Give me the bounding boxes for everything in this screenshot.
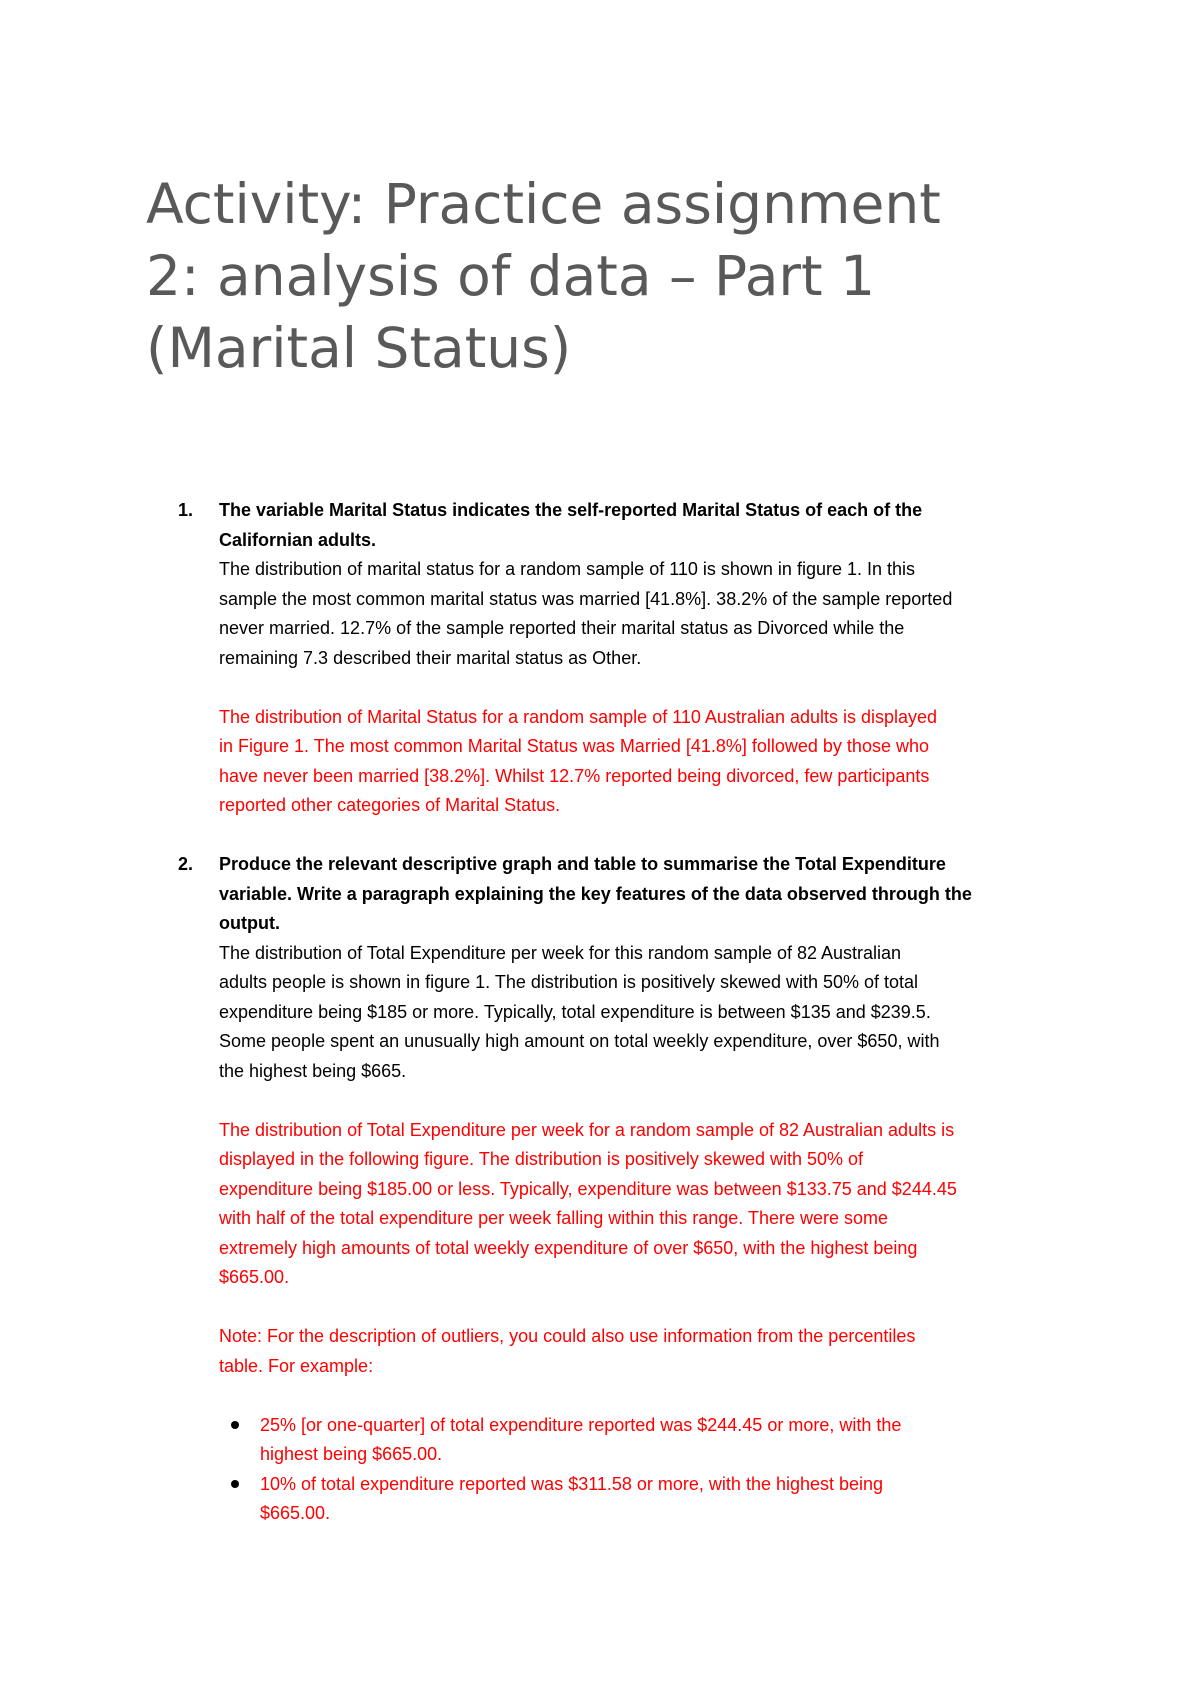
- paragraph-gap: [219, 1086, 1078, 1116]
- model-answer-line: in Figure 1. The most common Marital Status was Married [41.8%] followed by those who: [219, 736, 929, 756]
- answer-line: sample the most common marital status was married [41.8%]. 38.2% of the sample reported: [219, 588, 953, 609]
- model-answer-line: The distribution of Total Expenditure per week for a random sample of 82 Australian adults is: [219, 1119, 955, 1140]
- prompt-line: The variable Marital Status indicates the self-reported Marital Status of each of the: [219, 500, 923, 520]
- model-answer-line: displayed in the following figure. The distribution is positively skewed with 50% of: [219, 1149, 864, 1169]
- model-answer-line: with half of the total expenditure per week falling within this range. There were some: [219, 1208, 889, 1228]
- question-2-body: [219, 850, 1078, 1529]
- bullet-line: highest being $665.00.: [260, 1444, 443, 1464]
- bullet-line: 25% [or one-quarter] of total expenditure reported was $244.45 or more, with the: [260, 1414, 902, 1435]
- question-2: [178, 850, 1078, 1529]
- paragraph-gap: [219, 1381, 1078, 1411]
- question-number: 1.: [178, 500, 194, 520]
- model-answer-line: expenditure being $185.00 or less. Typically, expenditure was between $133.75 and $244.45: [219, 1178, 957, 1199]
- title-line: 2: analysis of data – Part 1: [146, 244, 876, 308]
- answer-line: the highest being $665.: [219, 1060, 407, 1081]
- model-answer-line: $665.00.: [219, 1267, 290, 1287]
- prompt-line: variable. Write a paragraph explaining the key features of the data observed through the: [219, 883, 972, 904]
- bullet-list: [219, 1411, 1078, 1529]
- note-line: table. For example:: [219, 1355, 374, 1376]
- student-answer: [219, 555, 1078, 673]
- student-answer: [219, 939, 1078, 1087]
- model-answer-line: reported other categories of Marital Status.: [219, 795, 561, 815]
- title-line: (Marital Status): [146, 316, 572, 380]
- title-line: Activity: Practice assignment: [146, 172, 941, 236]
- prompt-line: Produce the relevant descriptive graph and table to summarise the Total Expenditure: [219, 854, 946, 874]
- answer-line: Some people spent an unusually high amount on total weekly expenditure, over $650, with: [219, 1031, 940, 1051]
- answer-line: never married. 12.7% of the sample reported their marital status as Divorced while the: [219, 618, 905, 638]
- prompt-line: output.: [219, 913, 280, 933]
- bullet-line: 10% of total expenditure reported was $311.58 or more, with the highest being: [260, 1473, 884, 1494]
- model-answer: [219, 703, 1078, 821]
- model-answer-line: have never been married [38.2%]. Whilst 12.7% reported being divorced, few participants: [219, 765, 930, 786]
- paragraph-gap: [219, 1293, 1078, 1323]
- note-line: Note: For the description of outliers, you could also use information from the percentiles: [219, 1326, 916, 1346]
- question-1: [178, 496, 1078, 821]
- bullet-dot-icon: [231, 1480, 239, 1488]
- question-prompt: [219, 850, 1078, 939]
- answer-line: The distribution of Total Expenditure per week for this random sample of 82 Australian: [219, 942, 902, 963]
- model-answer-line: extremely high amounts of total weekly expenditure of over $650, with the highest being: [219, 1237, 918, 1258]
- page-title: [146, 168, 1076, 384]
- model-answer: [219, 1116, 1078, 1293]
- bullet-line: $665.00.: [260, 1503, 331, 1523]
- prompt-line: Californian adults.: [219, 529, 377, 550]
- model-answer-line: The distribution of Marital Status for a random sample of 110 Australian adults is displayed: [219, 706, 938, 727]
- answer-line: The distribution of marital status for a random sample of 110 is shown in figure 1. In this: [219, 559, 916, 579]
- bullet-dot-icon: [231, 1421, 239, 1429]
- bullet-item: [219, 1470, 1078, 1529]
- bullet-item: [219, 1411, 1078, 1470]
- answer-line: remaining 7.3 described their marital status as Other.: [219, 647, 642, 668]
- question-prompt: [219, 496, 1078, 555]
- question-1-body: [219, 496, 1078, 821]
- paragraph-gap: [219, 673, 1078, 703]
- answer-line: adults people is shown in figure 1. The distribution is positively skewed with 50% of total: [219, 972, 919, 992]
- question-number: 2.: [178, 854, 194, 874]
- answer-line: expenditure being $185 or more. Typically, total expenditure is between $135 and $239.5.: [219, 1001, 931, 1022]
- note: [219, 1322, 1078, 1381]
